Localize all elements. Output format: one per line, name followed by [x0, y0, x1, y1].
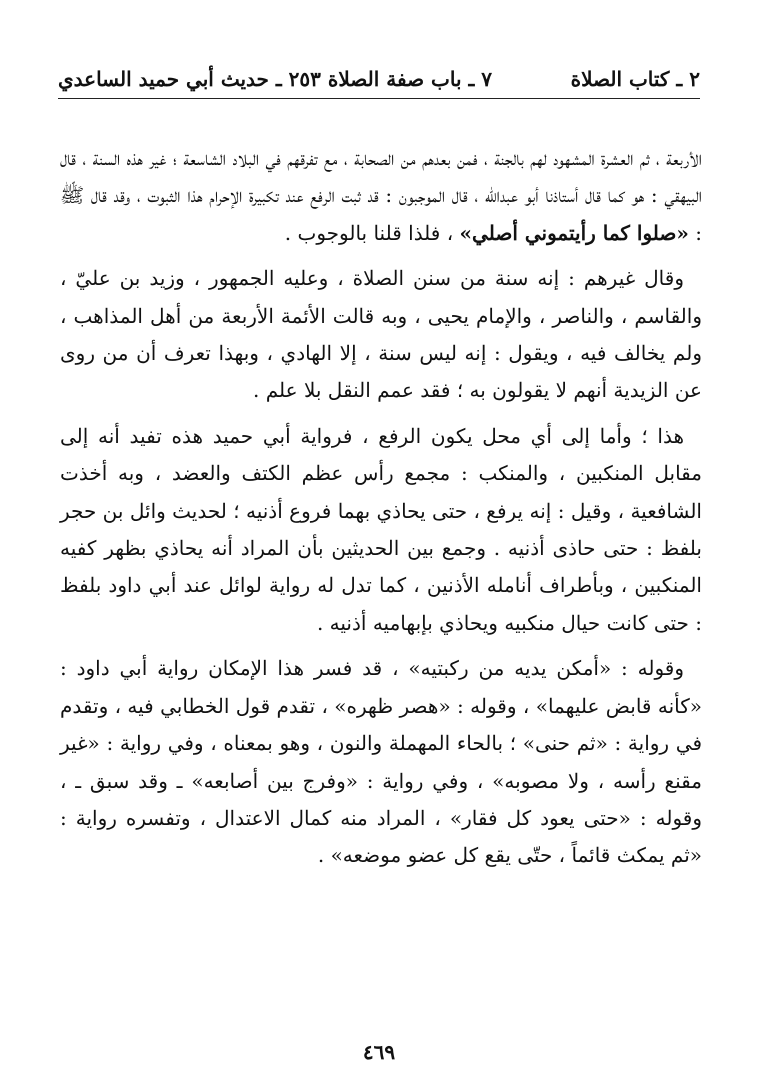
- paragraph-1-tail: ، فلذا قلنا بالوجوب .: [284, 220, 460, 245]
- body-text: [60, 140, 702, 883]
- page-number: ٤٦٩: [362, 1040, 396, 1064]
- header-section: ٧ ـ باب صفة الصلاة ٢٥٣ ـ حديث أبي حميد الساعدي: [58, 67, 493, 91]
- running-header: [58, 60, 700, 99]
- paragraph-1-text: الأربعة ، ثم العشرة المشهود لهم بالجنة ، فمن بعدهم من الصحابة ، مع تفرقهم في البلاد الشاسعة ؛ غير هذه السنة ، قال البيهقي : هو كما قال أستاذنا أبو عبدالله ، قال الموجبون : قد ثبت الرفع عند تكبيرة الإحرام هذا الثبوت ، وقد قال ﷺ :: [60, 146, 702, 245]
- paragraph-2: وقال غيرهم : إنه سنة من سنن الصلاة ، وعليه الجمهور ، وزيد بن عليّ ، والقاسم ، والناصر ، والإمام يحيى ، وبه قالت الأئمة الأربعة من أهل المذاهب ، ولم يخالف فيه ، ويقول : إنه ليس سنة ، إلا الهادي ، وبهذا تعرف أن من روى عن الزيدية أنهم لا يقولون به ؛ فقد عمم النقل بلا علم .: [60, 266, 702, 403]
- paragraph-1: [60, 140, 702, 252]
- paragraph-3: هذا ؛ وأما إلى أي محل يكون الرفع ، فرواية أبي حميد هذه تفيد أنه إلى مقابل المنكبين ، والمنكب : مجمع رأس عظم الكتف والعضد ، وبه أخذت الشافعية ، وقيل : إنه يرفع ، حتى يحاذي بهما فروع أذنيه ؛ لحديث وائل بن حجر بلفظ : حتى حاذى أذنيه . وجمع بين الحديثين بأن المراد أنه يحاذي بظهر كفيه المنكبين ، وبأطراف أنامله الأذنين ، كما تدل له رواية لوائل عند أبي داود بلفظ : حتى كانت حيال منكبيه ويحاذي بإبهاميه أذنيه .: [60, 423, 702, 635]
- hadith-quote: «صلوا كما رأيتموني أصلي»: [459, 220, 689, 245]
- header-chapter: ٢ ـ كتاب الصلاة: [570, 67, 700, 91]
- paragraph-4: وقوله : «أمكن يديه من ركبتيه» ، قد فسر هذا الإمكان رواية أبي داود : «كأنه قابض عليهما» ، وقوله : «هصر ظهره» ، تقدم قول الخطابي فيه ، وتقدم في رواية : «ثم حنى» ؛ بالحاء المهملة والنون ، وهو بمعناه ، وفي رواية : «غير مقنع رأسه ، ولا مصوبه» ، وفي رواية : «وفرج بين أصابعه» ـ وقد سبق ـ ، وقوله : «حتى يعود كل فقار» ، المراد منه كمال الاعتدال ، وتفسره رواية : «ثم يمكث قائماً ، حتّى يقع كل عضو موضعه» .: [60, 656, 702, 868]
